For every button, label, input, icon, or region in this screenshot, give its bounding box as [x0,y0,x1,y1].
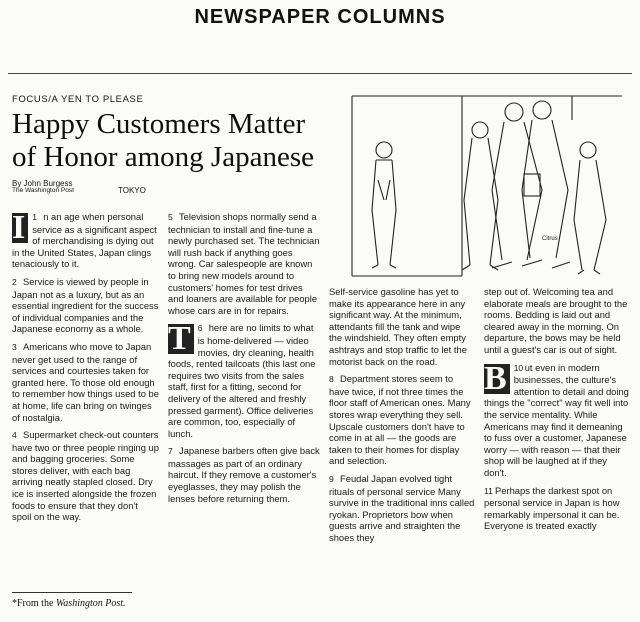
paragraph-4 [12,429,159,523]
footnote-rule [12,592,132,593]
headline-line-1: Happy Customers Matter [12,108,306,140]
kicker: FOCUS/A YEN TO PLEASE [12,94,144,105]
paragraph-9 [329,473,475,544]
headline-line-2: of Honor among Japanese [12,141,314,173]
paragraph-text: Service is viewed by people in Japan not as a luxury, but as an essential ingredient for the success of individual companies and the Japanese economy as a whole. [12,275,159,335]
illustration-caption: Citrus [542,236,558,242]
paragraph-11 [484,485,632,532]
paragraph-text: Perhaps the darkest spot on personal service in Japan is how remarkably impersonal it can be. Everyone is treated exactly [484,484,620,532]
paragraph-text: Americans who move to Japan never get used to the range of services and courtesies taken for granted here. To those old enough to remember how things used to be at home, life can bring on twinges of nostalgia. [12,340,159,423]
paragraph-text: here are no limits to what is home-delivered — video movies, dry cleaning, health foods, rented tailcoats (this last one requires two visits from the sales staff, first for a fitting, second for delivery of the altered and freshly pressed garment). Office deliveries are common, too, especially of lunch. [168,322,316,439]
drop-cap: I [12,213,28,243]
paragraph-text: Self-service gasoline has yet to make its appearance here in any significant way. At the minimum, attendants fill the tank and wipe the windshield. They often empty ashtrays and stop traffic to let the motorist back on the road. [329,286,467,367]
footnote [12,598,126,609]
paragraph-7 [168,445,320,504]
paragraph-number: 4 [12,430,17,441]
byline-source: The Washington Post [12,187,74,194]
drop-cap: T [168,324,194,354]
paragraph-text: ut even in modern businesses, the culture's attention to detail and doing things the "correct" way fit well into the service mentality. While Americans may find it demeaning to fuss over a customer, Japanese worry — with reason — that their shop will be laughed at if they don't. [484,361,629,478]
paragraph-text: Television shops normally send a technician to install and fine-tune a newly purchased set. The technician will rush back if anything goes wrong. Car salespeople are known to bring new models around to customers' homes for test drives and loaners are available for people whose cars are in for repairs. [168,211,320,316]
paragraph-5 [168,211,320,316]
column-3 [329,286,475,549]
paragraph-number: 11 [484,485,493,496]
byline: By John Burgess [12,179,73,188]
paragraph-gasoline [329,286,475,367]
paragraph-6 [168,322,320,439]
paragraph-3 [12,341,159,423]
paragraph-number: 10 [513,362,524,373]
paragraph-1 [12,211,159,270]
paragraph-number: 2 [12,276,17,287]
footnote-prefix: *From the [12,598,56,609]
drop-cap: B [484,364,510,394]
paragraph-number: 9 [329,473,334,484]
paragraph-text: Supermarket check-out counters have two or three people ringing up and bagging groceries. Some stores deliver, with each bag arriving neatly stapled closed. Dry ice is inserted alongside the frozen foods to ensure that they don't spoil on the way. [12,429,159,523]
paragraph-text: step out of. Welcoming tea and elaborate meals are brought to the rooms. Bedding is laid out and cleared away in the morning. On departure, the bows may be held until a guest's car is out of sight. [484,286,628,355]
paragraph-number: 1 [32,212,37,222]
paragraph-number: 5 [168,212,173,222]
footnote-source: Washington Post. [55,598,126,609]
paragraph-text: Department stores seem to have twice, if not three times the floor staff of American ones. Many stores wrap everything they sell. Upscale customers don't have to come in at all — the goods are taken to their homes for display and selection. [329,373,471,467]
shoppers-illustration [342,90,632,280]
paragraph-number: 7 [168,446,173,457]
paragraph-text: n an age when personal service as a significant aspect of merchandising is dying out in the United States, Japan clings tenaciously to it. [12,211,157,270]
paragraph-ryokan [484,286,632,356]
dateline: TOKYO [118,186,146,195]
paragraph-number: 8 [329,374,334,385]
paragraph-2 [12,276,159,335]
paragraph-8 [329,373,475,467]
column-1 [12,211,159,529]
column-2 [168,211,320,510]
headline [12,108,342,174]
page-header: NEWSPAPER COLUMNS [194,6,446,28]
paragraph-text: Japanese barbers often give back massages as part of an ordinary haircut. If they remove a customer's eyeglasses, they may polish the lenses before returning them. [168,445,320,504]
paragraph-10 [484,359,632,479]
column-4 [484,286,632,538]
paragraph-number: 3 [12,341,17,352]
header-divider [8,73,632,74]
paragraph-text: Feudal Japan evolved tight rituals of personal service Many survive in the traditional inns called ryokan. Proprietors bow when guests arrive and straighten the shoes they [329,472,475,543]
paragraph-number: 6 [197,323,203,334]
